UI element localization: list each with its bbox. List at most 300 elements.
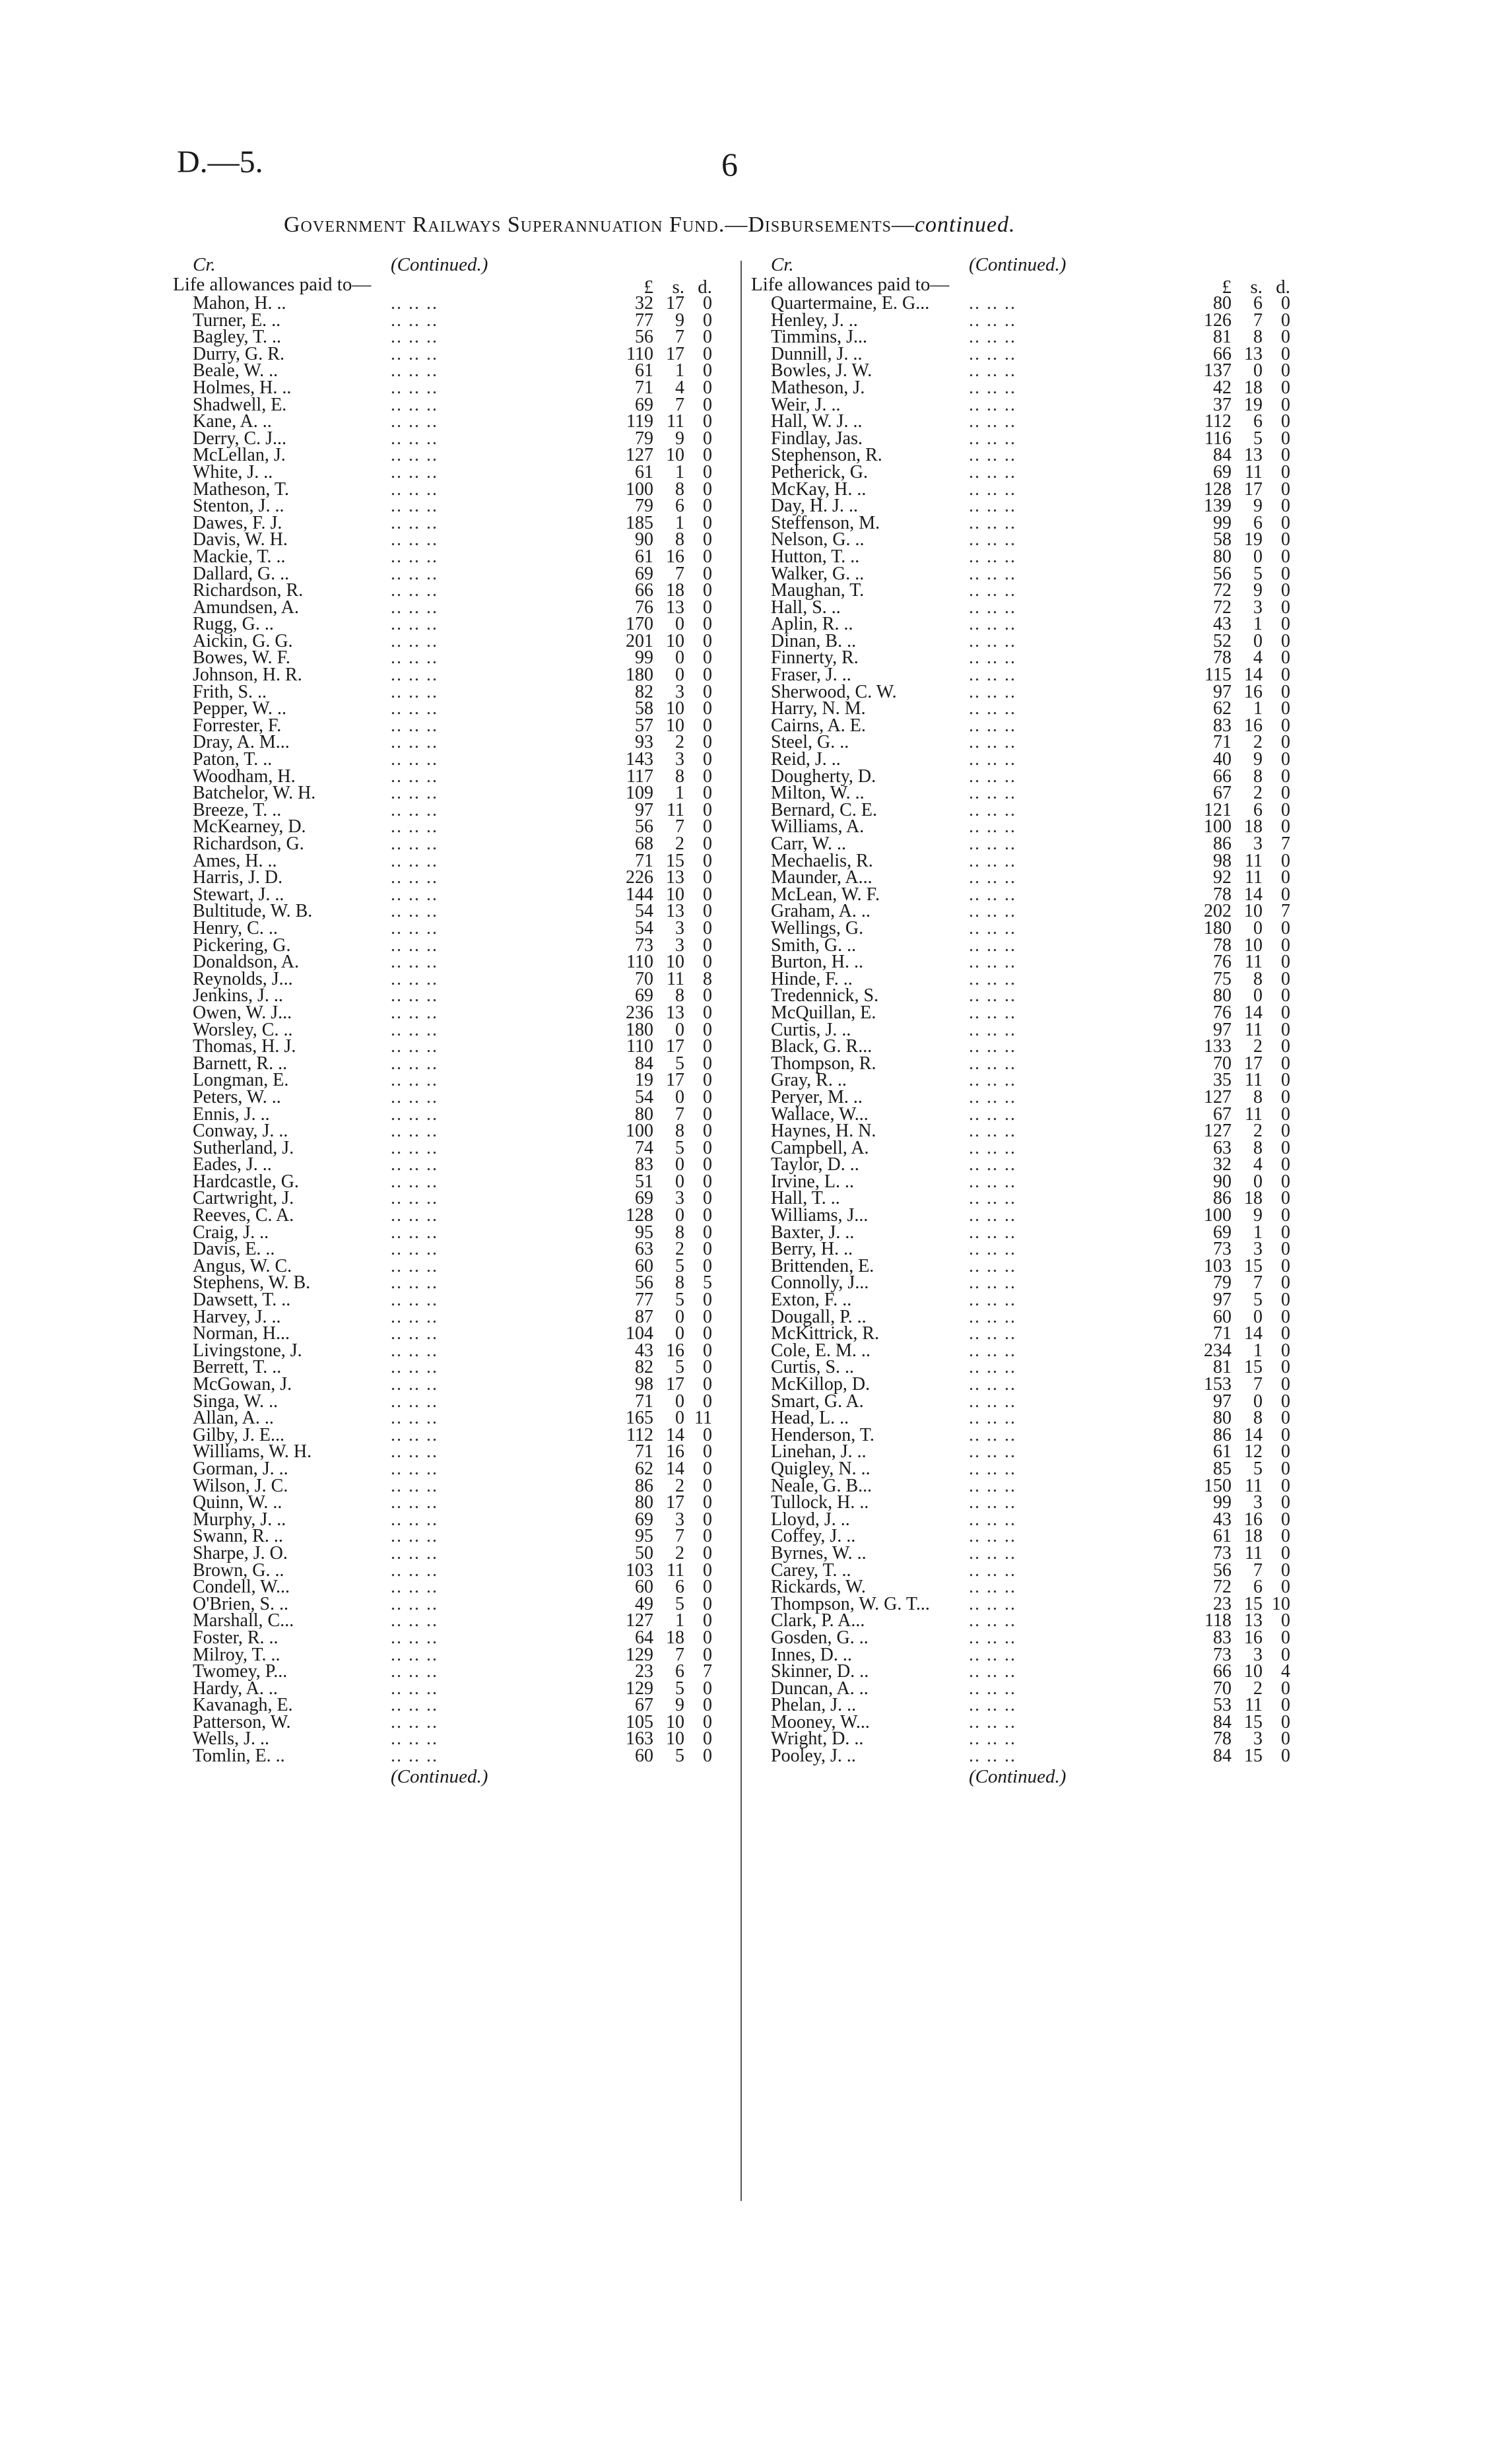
leader-dots: .. .. .. — [969, 630, 1016, 651]
pence-value: 0 — [1281, 1627, 1290, 1648]
payee-name: Matheson, T. — [193, 478, 289, 500]
payee-name: Steffenson, M. — [771, 512, 880, 533]
pence-value: 0 — [703, 293, 712, 313]
shillings-value: 11 — [1245, 867, 1263, 888]
leader-dots: .. .. .. — [391, 834, 438, 854]
shillings-value: 2 — [1253, 732, 1263, 753]
payee-name: Cairns, A. E. — [771, 715, 866, 736]
shillings-value: 5 — [675, 1053, 684, 1074]
lead-line — [173, 274, 740, 298]
payee-name: Burton, H. .. — [771, 952, 863, 973]
pence-value: 0 — [1281, 917, 1290, 938]
leader-dots: .. .. .. — [969, 698, 1016, 719]
pence-value: 0 — [703, 1610, 712, 1631]
leader-dots: .. .. .. — [391, 1239, 438, 1260]
leader-dots: .. .. .. — [391, 698, 438, 719]
pounds-value: 61 — [1213, 1441, 1232, 1462]
leader-dots: .. .. .. — [391, 1103, 438, 1125]
leader-dots: .. .. .. — [969, 614, 1016, 635]
leader-dots: .. .. .. — [969, 1374, 1016, 1395]
table-row — [751, 667, 1319, 684]
leader-dots: .. .. .. — [969, 715, 1016, 736]
pence-header: d. — [698, 277, 712, 298]
pounds-value: 58 — [1213, 529, 1232, 550]
pounds-value: 234 — [1204, 1340, 1232, 1361]
pounds-value: 78 — [1213, 1728, 1232, 1750]
pence-value: 0 — [703, 1171, 712, 1192]
pounds-value: 99 — [1213, 512, 1232, 533]
table-row — [173, 869, 740, 886]
payee-name: Smith, G. .. — [771, 935, 857, 956]
payee-name: Dougall, P. .. — [771, 1306, 867, 1327]
leader-dots: .. .. .. — [391, 293, 438, 313]
leader-dots: .. .. .. — [969, 546, 1016, 567]
payee-name: Craig, J. .. — [193, 1222, 269, 1243]
table-row — [173, 329, 740, 346]
payee-name: Wells, J. .. — [193, 1728, 269, 1750]
leader-dots: .. .. .. — [391, 935, 438, 956]
leader-dots: .. .. .. — [969, 665, 1016, 686]
pence-value: 0 — [703, 580, 712, 601]
pounds-value: 83 — [635, 1154, 653, 1175]
pence-value: 0 — [703, 461, 712, 482]
pounds-value: 103 — [626, 1560, 653, 1581]
shillings-value: 4 — [675, 377, 684, 398]
pence-value: 0 — [1281, 1458, 1290, 1479]
payee-name: Black, G. R... — [771, 1036, 872, 1057]
leader-dots: .. .. .. — [969, 1577, 1016, 1598]
pounds-value: 80 — [635, 1103, 653, 1125]
shillings-value: 10 — [666, 884, 684, 905]
payee-name: Thomas, H. J. — [193, 1036, 296, 1057]
leader-dots: .. .. .. — [969, 884, 1016, 905]
payee-name: Milton, W. .. — [771, 783, 865, 804]
shillings-value: 2 — [675, 834, 684, 854]
pence-value: 0 — [703, 917, 712, 938]
leader-dots: .. .. .. — [969, 749, 1016, 770]
shillings-value: 10 — [666, 952, 684, 973]
table-row — [173, 1038, 740, 1055]
pounds-value: 90 — [1213, 1171, 1232, 1192]
payee-name: Pickering, G. — [193, 935, 291, 956]
pence-value: 0 — [1281, 1560, 1290, 1581]
footer-continued: (Continued.) — [391, 1765, 488, 1787]
leader-dots: .. .. .. — [391, 360, 438, 381]
pounds-value: 70 — [1213, 1678, 1232, 1699]
pounds-value: 23 — [635, 1661, 653, 1682]
pence-value: 0 — [1281, 968, 1290, 989]
leader-dots: .. .. .. — [969, 343, 1016, 364]
pence-value: 0 — [703, 1728, 712, 1750]
pence-value: 0 — [1281, 529, 1290, 550]
payee-name: Owen, W. J... — [193, 1002, 292, 1023]
shillings-value: 3 — [675, 681, 684, 702]
pence-value: 0 — [1281, 665, 1290, 686]
pounds-value: 37 — [1213, 394, 1232, 415]
pounds-value: 150 — [1204, 1475, 1232, 1496]
pounds-value: 201 — [626, 630, 653, 651]
pence-value: 0 — [1281, 496, 1290, 517]
leader-dots: .. .. .. — [969, 1323, 1016, 1344]
shillings-value: 6 — [675, 1661, 684, 1682]
pence-value: 7 — [1281, 834, 1290, 854]
leader-dots: .. .. .. — [391, 665, 438, 686]
payee-name: Singa, W. .. — [193, 1391, 279, 1412]
pounds-value: 72 — [1213, 1577, 1232, 1598]
shillings-value: 3 — [675, 1509, 684, 1530]
pounds-value: 153 — [1204, 1374, 1232, 1395]
pounds-value: 82 — [635, 1357, 653, 1378]
leader-dots: .. .. .. — [969, 394, 1016, 415]
pence-value: 0 — [703, 850, 712, 871]
payee-name: Dray, A. M... — [193, 732, 290, 753]
pence-value: 0 — [1281, 766, 1290, 787]
pounds-value: 78 — [1213, 647, 1232, 669]
payee-name: Kane, A. .. — [193, 411, 272, 432]
shillings-value: 3 — [1253, 1644, 1263, 1665]
pence-value: 0 — [1281, 1086, 1290, 1107]
continued-label: (Continued.) — [391, 254, 488, 275]
shillings-value: 0 — [1253, 917, 1263, 938]
pence-value: 0 — [703, 681, 712, 702]
shillings-value: 11 — [1245, 850, 1263, 871]
payee-name: Donaldson, A. — [193, 952, 299, 973]
leader-dots: .. .. .. — [391, 1560, 438, 1581]
payee-name: Quartermaine, E. G... — [771, 293, 930, 313]
shillings-value: 8 — [675, 766, 684, 787]
pence-value: 0 — [703, 1374, 712, 1395]
shillings-value: 3 — [1253, 597, 1263, 618]
leader-dots: .. .. .. — [391, 901, 438, 922]
pence-value: 0 — [1281, 1239, 1290, 1260]
leader-dots: .. .. .. — [391, 681, 438, 702]
leader-dots: .. .. .. — [969, 647, 1016, 669]
shillings-value: 11 — [1245, 1103, 1263, 1125]
leader-dots: .. .. .. — [391, 867, 438, 888]
leader-dots: .. .. .. — [391, 766, 438, 787]
pounds-value: 80 — [1213, 546, 1232, 567]
payee-name: McKittrick, R. — [771, 1323, 880, 1344]
table-row — [173, 700, 740, 717]
shillings-value: 17 — [1244, 1053, 1263, 1074]
leader-dots: .. .. .. — [969, 597, 1016, 618]
leader-dots: .. .. .. — [391, 884, 438, 905]
leader-dots: .. .. .. — [391, 529, 438, 550]
pence-value: 0 — [1281, 681, 1290, 702]
payee-name: Henry, C. .. — [193, 917, 278, 938]
payee-name: Marshall, C... — [193, 1610, 294, 1631]
payee-name: Frith, S. .. — [193, 681, 267, 702]
shillings-value: 8 — [1253, 327, 1263, 348]
payee-name: Innes, D. .. — [771, 1644, 852, 1665]
table-row — [751, 548, 1319, 566]
pounds-value: 57 — [635, 715, 653, 736]
table-row — [173, 917, 740, 938]
payee-name: Dawes, F. J. — [193, 512, 282, 533]
payee-name: McKillop, D. — [771, 1374, 871, 1395]
shillings-value: 1 — [675, 1610, 684, 1631]
table-row — [173, 379, 740, 397]
table-row — [173, 295, 740, 312]
pence-value: 7 — [703, 1661, 712, 1682]
payee-name: Woodham, H. — [193, 766, 296, 787]
pence-value: 0 — [703, 428, 712, 449]
pence-value: 0 — [1281, 732, 1290, 753]
payee-name: Stenton, J. .. — [193, 496, 284, 517]
payee-name: Twomey, P... — [193, 1661, 288, 1682]
leader-dots: .. .. .. — [391, 1475, 438, 1496]
payee-name: Harris, J. D. — [193, 867, 283, 888]
pounds-header: £ — [643, 277, 653, 298]
shillings-value: 3 — [1253, 1492, 1263, 1513]
shillings-value: 10 — [666, 445, 684, 466]
shillings-value: 0 — [675, 1154, 684, 1175]
leader-dots: .. .. .. — [969, 1678, 1016, 1699]
pence-value: 0 — [703, 1357, 712, 1378]
shillings-value: 11 — [667, 1560, 684, 1581]
shillings-value: 8 — [675, 1121, 684, 1142]
pence-value: 0 — [1281, 428, 1290, 449]
pounds-value: 35 — [1213, 1070, 1232, 1091]
pence-value: 0 — [703, 614, 712, 635]
payee-name: Thompson, W. G. T... — [771, 1593, 930, 1614]
pounds-value: 82 — [635, 681, 653, 702]
payee-name: Hall, T. .. — [771, 1188, 840, 1209]
payee-name: Dunnill, J. .. — [771, 343, 863, 364]
leader-dots: .. .. .. — [969, 1728, 1016, 1750]
leader-dots: .. .. .. — [969, 799, 1016, 820]
pence-value: 0 — [1281, 985, 1290, 1006]
payee-name: Day, H. J. .. — [771, 496, 858, 517]
leader-dots: .. .. .. — [969, 783, 1016, 804]
pounds-value: 69 — [1213, 1222, 1232, 1243]
shillings-value: 5 — [675, 1357, 684, 1378]
shillings-value: 18 — [1244, 1188, 1263, 1209]
shillings-value: 1 — [675, 512, 684, 533]
payee-name: Brittenden, E. — [771, 1255, 874, 1276]
shillings-value: 9 — [675, 428, 684, 449]
shillings-value: 19 — [1244, 529, 1263, 550]
leader-dots: .. .. .. — [391, 1695, 438, 1716]
shillings-value: 2 — [675, 1542, 684, 1563]
leader-dots: .. .. .. — [969, 1593, 1016, 1614]
pence-value: 5 — [703, 1272, 712, 1294]
pence-value: 0 — [703, 1560, 712, 1581]
leader-dots: .. .. .. — [969, 1458, 1016, 1479]
shillings-value: 3 — [1253, 1728, 1263, 1750]
pence-value: 0 — [703, 1306, 712, 1327]
table-row — [173, 1123, 740, 1140]
pence-value: 0 — [703, 799, 712, 820]
payee-name: Connolly, J... — [771, 1272, 869, 1294]
pounds-value: 144 — [626, 884, 653, 905]
table-row — [751, 1542, 1319, 1563]
shillings-value: 10 — [1244, 1661, 1263, 1682]
shillings-value: 16 — [1244, 715, 1263, 736]
pence-value: 0 — [1281, 1391, 1290, 1412]
shillings-value: 3 — [675, 917, 684, 938]
leader-dots: .. .. .. — [391, 1188, 438, 1209]
shillings-value: 10 — [666, 1711, 684, 1732]
pounds-value: 86 — [1213, 834, 1232, 854]
lead-line — [751, 274, 1319, 298]
payee-name: Peryer, M. .. — [771, 1086, 863, 1107]
payee-name: Murphy, J. .. — [193, 1509, 286, 1530]
payee-name: McKearney, D. — [193, 816, 306, 837]
shillings-value: 10 — [666, 630, 684, 651]
leader-dots: .. .. .. — [969, 1137, 1016, 1158]
leader-dots: .. .. .. — [391, 1053, 438, 1074]
leader-dots: .. .. .. — [969, 1441, 1016, 1462]
pence-value: 0 — [1281, 799, 1290, 820]
pence-value: 0 — [1281, 1171, 1290, 1192]
table-row — [751, 1663, 1319, 1680]
pounds-value: 84 — [1213, 1746, 1232, 1767]
payee-name: Taylor, D. .. — [771, 1154, 859, 1175]
payee-name: Curtis, J. .. — [771, 1019, 851, 1040]
leader-dots: .. .. .. — [969, 816, 1016, 837]
pence-value: 0 — [703, 529, 712, 550]
leader-dots: .. .. .. — [969, 1542, 1016, 1563]
table-row — [751, 498, 1319, 515]
leader-dots: .. .. .. — [969, 1746, 1016, 1767]
leader-dots: .. .. .. — [391, 1644, 438, 1665]
pounds-value: 67 — [1213, 783, 1232, 804]
pence-value: 0 — [703, 1695, 712, 1716]
payee-name: Angus, W. C. — [193, 1255, 292, 1276]
leader-dots: .. .. .. — [969, 867, 1016, 888]
shillings-value: 7 — [675, 394, 684, 415]
shillings-value: 17 — [666, 1036, 684, 1057]
leader-dots: .. .. .. — [969, 496, 1016, 517]
pence-value: 0 — [703, 935, 712, 956]
shillings-value: 8 — [675, 1272, 684, 1294]
table-row — [751, 1579, 1319, 1596]
shillings-value: 3 — [1253, 1239, 1263, 1260]
pounds-value: 97 — [635, 799, 653, 820]
payee-name: Curtis, S. .. — [771, 1357, 855, 1378]
pounds-value: 73 — [635, 935, 653, 956]
leader-dots: .. .. .. — [969, 1171, 1016, 1192]
pounds-value: 32 — [1213, 1154, 1232, 1175]
leader-dots: .. .. .. — [391, 985, 438, 1006]
payee-name: Matheson, J. — [771, 377, 865, 398]
payee-name: Davis, E. .. — [193, 1239, 275, 1260]
shillings-value: 6 — [1253, 799, 1263, 820]
pence-value: 0 — [703, 834, 712, 854]
pounds-value: 60 — [635, 1746, 653, 1767]
shillings-value: 10 — [1244, 935, 1263, 956]
leader-dots: .. .. .. — [391, 1441, 438, 1462]
payee-name: Rickards, W. — [771, 1577, 866, 1598]
leader-dots: .. .. .. — [391, 732, 438, 753]
shillings-value: 13 — [666, 867, 684, 888]
pence-value: 0 — [1281, 293, 1290, 313]
pounds-value: 180 — [626, 1019, 653, 1040]
pence-value: 0 — [1281, 1188, 1290, 1209]
shillings-value: 0 — [675, 614, 684, 635]
leader-dots: .. .. .. — [391, 1678, 438, 1699]
leader-dots: .. .. .. — [391, 310, 438, 331]
pence-value: 0 — [703, 867, 712, 888]
table-row — [751, 1376, 1319, 1393]
table-row — [751, 1123, 1319, 1140]
shillings-value: 6 — [675, 496, 684, 517]
table-row — [173, 1542, 740, 1563]
table-row — [751, 836, 1319, 853]
shillings-value: 9 — [675, 310, 684, 331]
leader-dots: .. .. .. — [969, 1188, 1016, 1209]
payee-name: Mechaelis, R. — [771, 850, 873, 871]
shillings-value: 5 — [675, 1290, 684, 1311]
pence-value: 0 — [703, 1526, 712, 1547]
leader-dots: .. .. .. — [391, 630, 438, 651]
leader-dots: .. .. .. — [391, 1036, 438, 1057]
leader-dots: .. .. .. — [969, 478, 1016, 500]
pence-value: 0 — [703, 1627, 712, 1648]
pence-value: 0 — [703, 445, 712, 466]
leader-dots: .. .. .. — [391, 1509, 438, 1530]
pounds-value: 69 — [635, 985, 653, 1006]
payee-name: Gorman, J. .. — [193, 1458, 288, 1479]
pounds-value: 97 — [1213, 1290, 1232, 1311]
payee-name: Pepper, W. .. — [193, 698, 286, 719]
shillings-value: 17 — [666, 1492, 684, 1513]
pence-value: 0 — [703, 1255, 712, 1276]
payee-name: Gray, R. .. — [771, 1070, 847, 1091]
shillings-value: 14 — [1244, 1002, 1263, 1023]
pence-value: 0 — [703, 563, 712, 584]
pence-value: 0 — [1281, 1492, 1290, 1513]
pounds-value: 103 — [1204, 1255, 1232, 1276]
payee-name: Mackie, T. .. — [193, 546, 286, 567]
payee-name: Condell, W... — [193, 1577, 290, 1598]
payee-name: Sutherland, J. — [193, 1137, 294, 1158]
leader-dots: .. .. .. — [391, 1374, 438, 1395]
pence-value: 0 — [1281, 1509, 1290, 1530]
shillings-value: 8 — [1253, 968, 1263, 989]
shillings-value: 1 — [675, 783, 684, 804]
pence-value: 0 — [1281, 1290, 1290, 1311]
shillings-value: 9 — [675, 1695, 684, 1716]
pence-value: 0 — [1281, 783, 1290, 804]
payee-name: Hall, W. J. .. — [771, 411, 863, 432]
pence-value: 0 — [703, 766, 712, 787]
table-row — [751, 785, 1319, 802]
pounds-value: 110 — [626, 343, 653, 364]
shillings-value: 6 — [675, 1577, 684, 1598]
table-row — [751, 413, 1319, 430]
payee-name: White, J. .. — [193, 461, 273, 482]
page-title — [284, 213, 1274, 238]
pence-value: 0 — [703, 546, 712, 567]
shillings-value: 0 — [1253, 630, 1263, 651]
leader-dots: .. .. .. — [391, 428, 438, 449]
table-row — [173, 1376, 740, 1393]
shillings-value: 8 — [1253, 1408, 1263, 1429]
leader-dots: .. .. .. — [969, 1695, 1016, 1716]
leader-dots: .. .. .. — [969, 377, 1016, 398]
shillings-value: 15 — [1244, 1711, 1263, 1732]
payee-name: Foster, R. .. — [193, 1627, 279, 1648]
payee-name: Quinn, W. .. — [193, 1492, 282, 1513]
leader-dots: .. .. .. — [969, 1610, 1016, 1631]
pounds-value: 70 — [635, 968, 653, 989]
leader-dots: .. .. .. — [391, 1306, 438, 1327]
pounds-value: 67 — [1213, 1103, 1232, 1125]
pounds-value: 54 — [635, 901, 653, 922]
pence-value: 0 — [1281, 1577, 1290, 1598]
